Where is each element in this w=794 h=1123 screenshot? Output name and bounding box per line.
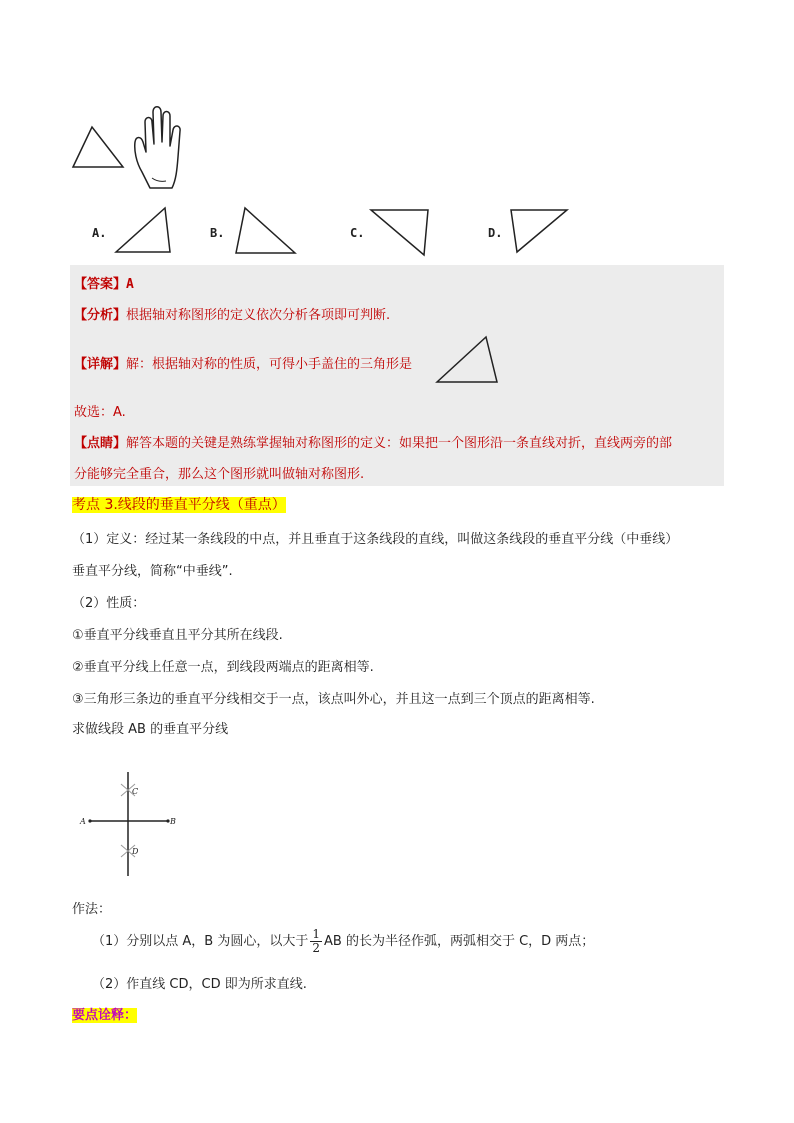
option-a-label: A. [92, 226, 107, 240]
step-1-start: （1）分别以点 A，B 为圆心，以大于 [92, 934, 309, 949]
comment-text-line2: 分能够完全重合，那么这个图形就叫做轴对称图形. [74, 467, 365, 482]
analysis-tag: 【分析】 [74, 308, 127, 323]
definition-line-2: 垂直平分线，简称“中垂线”. [72, 564, 233, 579]
property-heading: （2）性质： [72, 596, 146, 611]
property-1: ①垂直平分线垂直且平分其所在线段. [72, 628, 283, 643]
section-title: 考点 3.线段的垂直平分线（重点） [72, 497, 286, 513]
option-b-label: B. [210, 226, 225, 240]
figure-label-d: D [132, 847, 139, 856]
figure-label-b: B [170, 817, 176, 826]
choice-text: 故选：A. [74, 405, 126, 420]
detail-row [74, 353, 412, 372]
option-b-triangle [231, 205, 299, 257]
option-a-triangle [113, 205, 173, 255]
step-1 [92, 928, 594, 955]
analysis-text: 根据轴对称图形的定义依次分析各项即可判断. [126, 308, 391, 323]
option-d-label: D. [488, 226, 503, 240]
definition-line-1: （1）定义：经过某一条线段的中点，并且垂直于这条线段的直线，叫做这条线段的垂直平分线（中垂线） [72, 532, 679, 547]
comment-row-2 [74, 463, 364, 482]
solution-panel [70, 265, 724, 486]
property-2: ②垂直平分线上任意一点，到线段两端点的距离相等. [72, 660, 374, 675]
comment-text-line1: 解答本题的关键是熟练掌握轴对称图形的定义：如果把一个图形沿一条直线对折，直线两旁的部 [126, 436, 673, 451]
reference-triangle-figure [70, 124, 126, 170]
one-half-fraction: $\frac{1}{2}$ [312, 927, 320, 955]
method-heading: 作法： [72, 902, 112, 917]
answer-row [74, 273, 134, 292]
property-3: ③三角形三条边的垂直平分线相交于一点，该点叫外心，并且这一点到三个顶点的距离相等. [72, 692, 595, 707]
construction-task: 求做线段 AB 的垂直平分线 [72, 722, 229, 737]
step-1-end: AB 的长为半径作弧，两弧相交于 C，D 两点； [324, 934, 595, 949]
detail-text: 解：根据轴对称的性质，可得小手盖住的三角形是 [126, 357, 413, 372]
step-2: （2）作直线 CD，CD 即为所求直线. [92, 977, 307, 992]
perpendicular-bisector-figure [76, 770, 186, 880]
hand-figure [130, 102, 188, 192]
analysis-row [74, 304, 390, 323]
choice-row [74, 401, 126, 420]
answer-value: A [126, 277, 134, 292]
answer-tag: 【答案】 [74, 277, 127, 292]
option-c-triangle [368, 206, 432, 258]
key-points-heading: 要点诠释： [72, 1008, 138, 1023]
option-d-triangle [507, 206, 571, 256]
detail-tag: 【详解】 [74, 357, 127, 372]
comment-row-1 [74, 432, 672, 451]
option-c-label: C. [350, 226, 365, 240]
figure-label-c: C [132, 787, 139, 796]
figure-label-a: A [80, 817, 86, 826]
comment-tag: 【点睛】 [74, 436, 127, 451]
answer-triangle-figure [434, 334, 500, 386]
